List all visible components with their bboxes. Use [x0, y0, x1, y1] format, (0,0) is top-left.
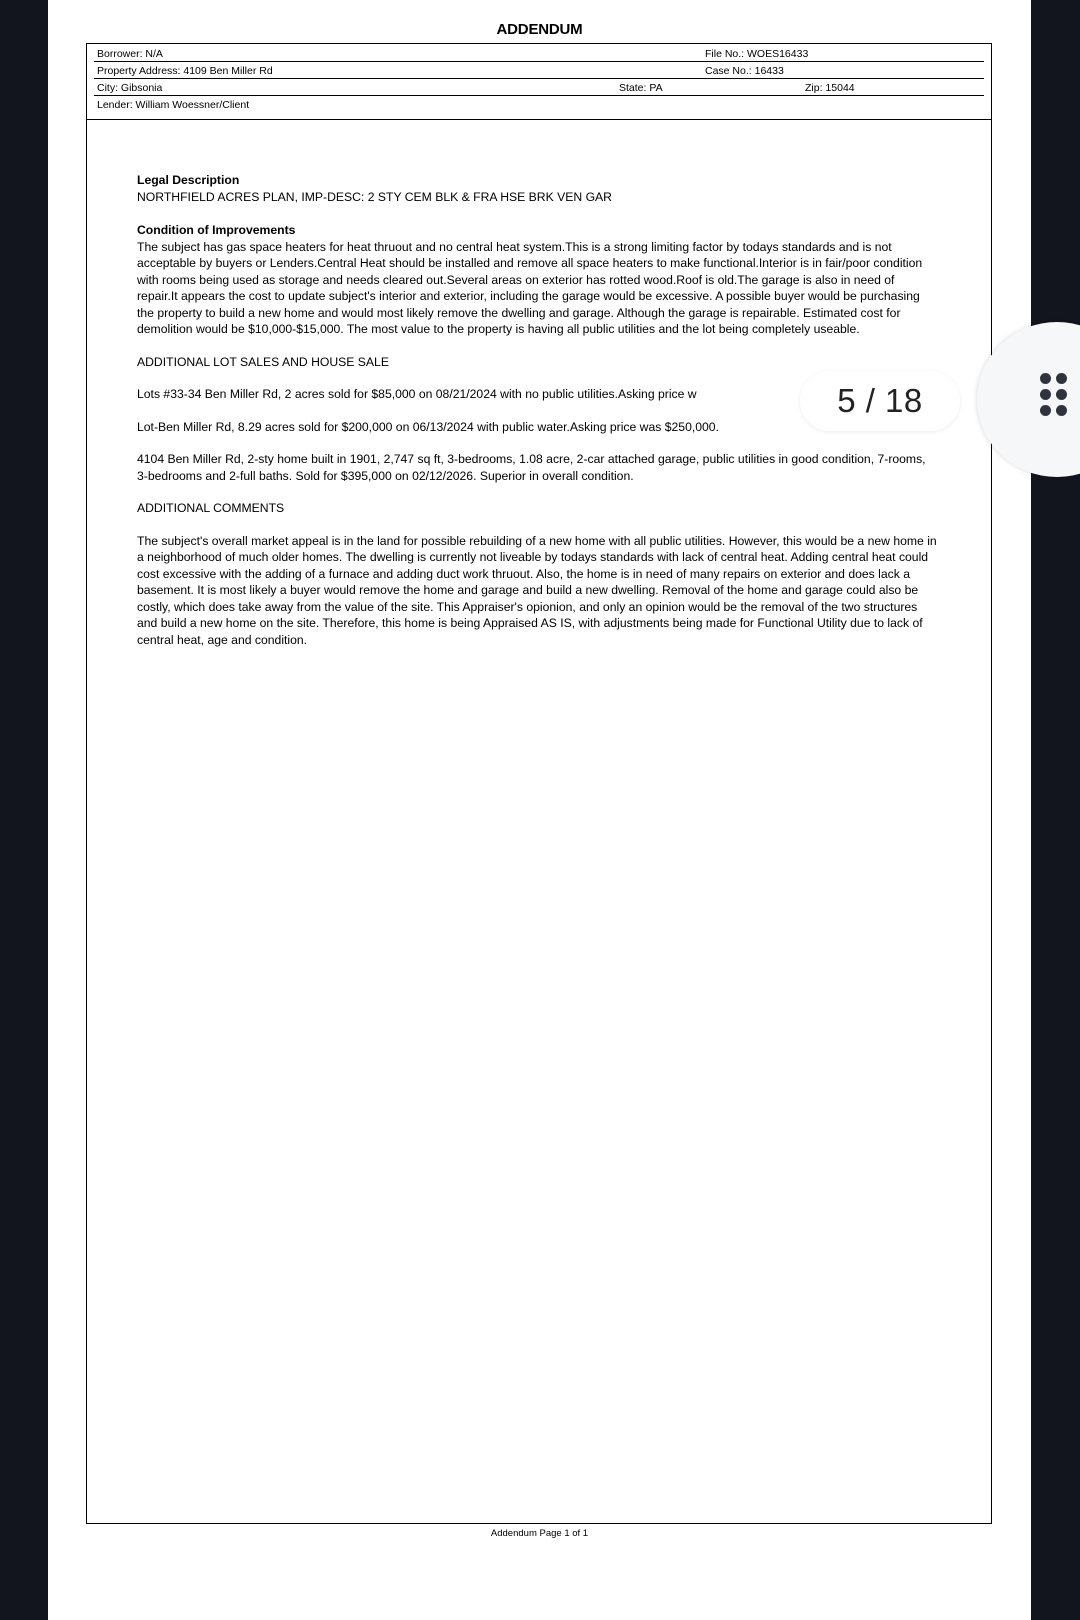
document-title: ADDENDUM: [496, 21, 583, 38]
dot-icon: [1056, 389, 1067, 400]
lender-field: Lender: William Woessner/Client: [97, 99, 250, 111]
header-rule: [94, 61, 984, 62]
dot-icon: [1040, 373, 1051, 384]
section-title: Legal Description: [137, 173, 240, 187]
dot-icon: [1040, 405, 1051, 416]
section-title: Condition of Improvements: [137, 223, 296, 237]
page-footer: Addendum Page 1 of 1: [490, 1528, 589, 1539]
borrower-field: Borrower: N/A: [97, 48, 163, 60]
state-field: State: PA: [619, 82, 663, 94]
section-text: The subject has gas space heaters for heat thruout and no central heat system.This is a strong limiting factor by todays standards and is not acceptable by buyers or Lenders.Central Heat should be installed and remove all space heaters to make functional.Interior is in fair/poor condition with rooms being used as storage and needs cleared out.Several areas on exterior has rotted wood.Roof is old.The garage is also in need of repair.It appears the cost to update subject's interior and exterior, including the garage would be excessive. A possible buyer would be purchasing the property to build a new home and would most likely remove the dwelling and garage. Although the garage is repairable. Estimated cost for demolition would be $10,000-$15,000. The most value to the property is having all public utilities and the lot being completely useable.: [137, 239, 923, 336]
property-address-field: Property Address: 4109 Ben Miller Rd: [97, 65, 273, 77]
sale-item: Lot-Ben Miller Rd, 8.29 acres sold for $200,000 on 06/13/2024 with public water.Asking price was $250,000.: [137, 419, 719, 434]
page-indicator[interactable]: 5 / 18: [800, 371, 960, 431]
dot-icon: [1056, 373, 1067, 384]
legal-description-section: [137, 172, 937, 205]
more-dots-icon[interactable]: [1040, 373, 1070, 423]
header-rule: [94, 78, 984, 79]
sale-item: Lots #33-34 Ben Miller Rd, 2 acres sold for $85,000 on 08/21/2024 with no public utilities.Asking price w: [137, 387, 697, 401]
file-no-field: File No.: WOES16433: [705, 48, 809, 60]
header-rule: [94, 95, 984, 96]
zip-field: Zip: 15044: [805, 82, 855, 94]
sales-title: ADDITIONAL LOT SALES AND HOUSE SALE: [137, 354, 389, 369]
addendum-frame: [86, 43, 992, 1524]
dot-icon: [1056, 405, 1067, 416]
header-block: [87, 44, 991, 120]
dot-icon: [1040, 389, 1051, 400]
comments-text: The subject's overall market appeal is in the land for possible rebuilding of a new home with all public utilities. However, this would be a new home in a neighborhood of much older homes. The dwelling is currently not liveable by todays standards with lack of central heat. Adding central heat could cost excessive with the adding of a furnace and adding duct work thruout. Also, the home is in need of many repairs on exterior and does lack a basement. It is most likely a buyer would remove the home and garage and build a new dwelling. Removal of the home and garage could also be costly, which does take away from the value of the site. This Appraiser's opionion, and only an opinion would be the removal of the two structures and build a new home on the site. Therefore, this home is being Appraised AS IS, with adjustments being made for Functional Utility due to lack of central heat, age and condition.: [137, 533, 937, 647]
document-page: [48, 0, 1031, 1620]
case-no-field: Case No.: 16433: [705, 65, 784, 77]
city-field: City: Gibsonia: [97, 82, 163, 94]
condition-section: [137, 222, 937, 338]
comments-title: ADDITIONAL COMMENTS: [137, 501, 285, 515]
section-text: NORTHFIELD ACRES PLAN, IMP-DESC: 2 STY CEM BLK & FRA HSE BRK VEN GAR: [137, 189, 612, 204]
sale-item: 4104 Ben Miller Rd, 2-sty home built in 1901, 2,747 sq ft, 3-bedrooms, 1.08 acre, 2-car attached garage, public utilities in good condition, 7-rooms, 3-bedrooms and 2-full baths. Sold for $395,000 on 02/12/2026. Superior in overall condition.: [137, 452, 926, 483]
